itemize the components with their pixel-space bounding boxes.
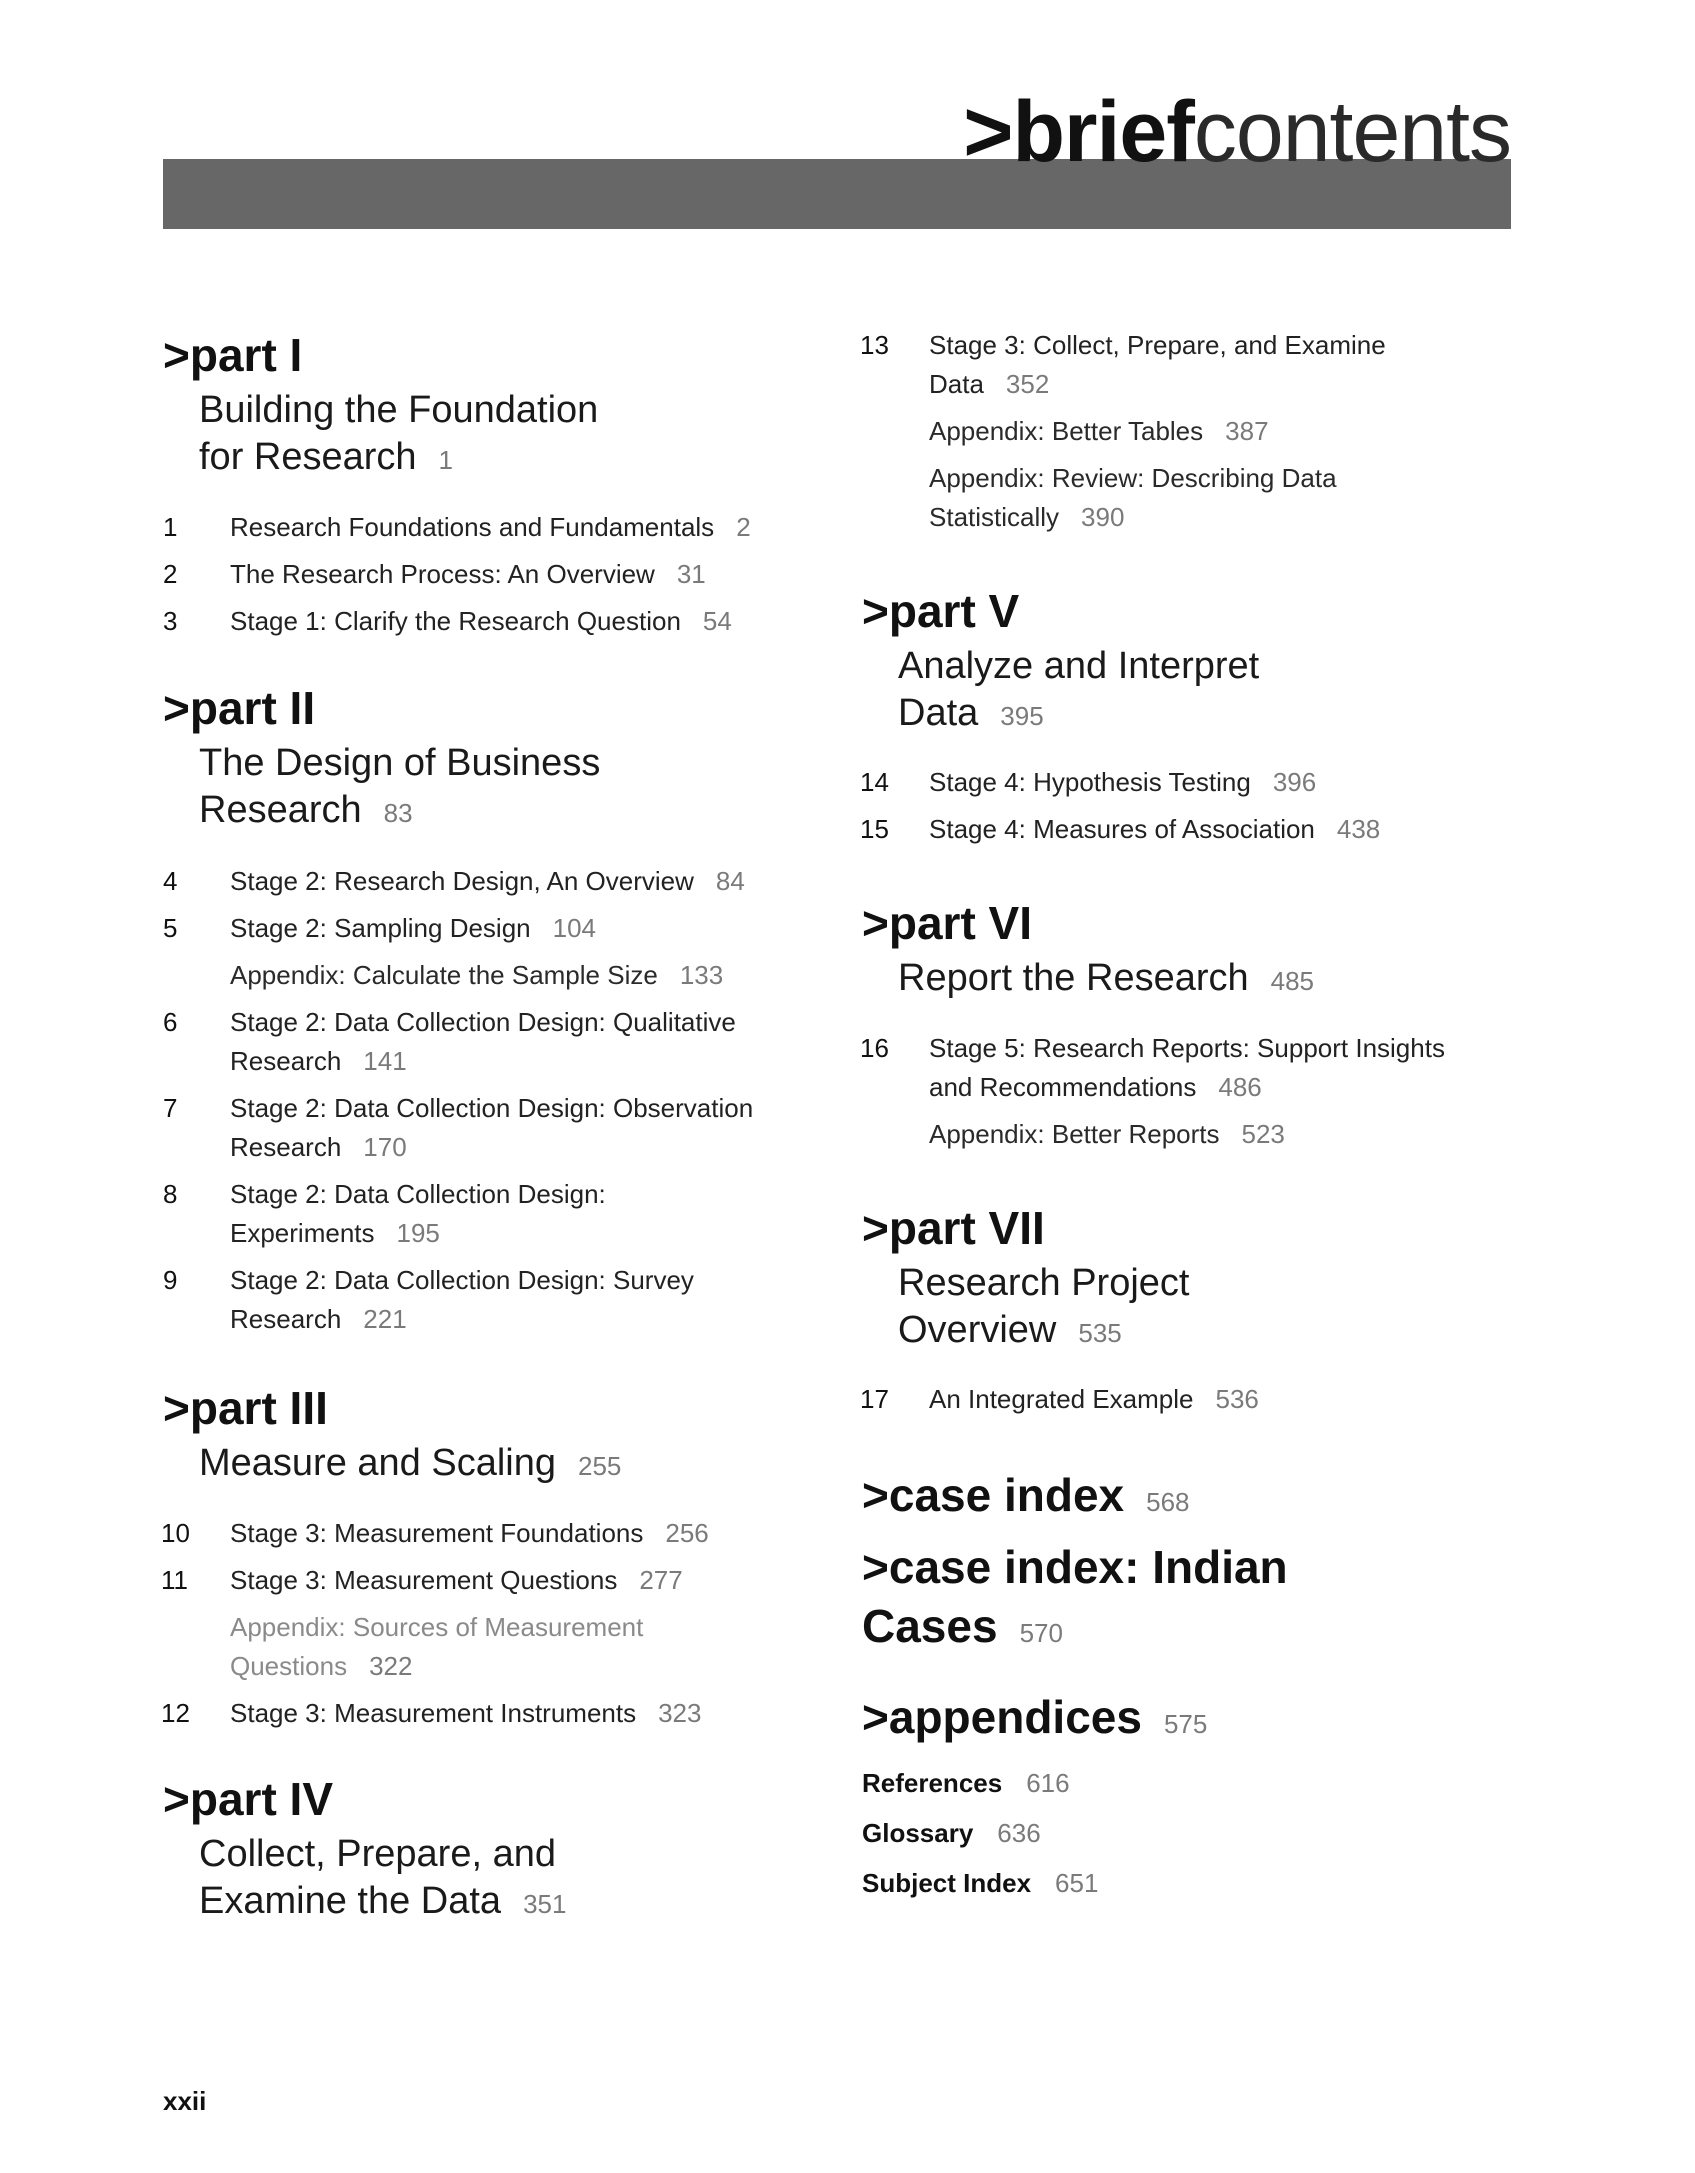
appendix-entry[interactable]	[862, 459, 1502, 537]
page-number: 575	[1163, 1709, 1208, 1739]
chapter-entry[interactable]	[163, 1003, 803, 1081]
chapter-title: Stage 3: Measurement Foundations	[230, 1518, 644, 1548]
case-index-heading[interactable]	[862, 1466, 1190, 1531]
chapter-title: Research	[230, 1046, 342, 1076]
part-heading[interactable]: >part V	[862, 585, 1020, 637]
title-bold: brief	[1012, 84, 1194, 180]
chapter-number: 9	[163, 1265, 178, 1295]
chapter-title: Experiments	[230, 1218, 375, 1248]
page-number: 323	[658, 1698, 702, 1728]
chapter-entry[interactable]	[862, 763, 1502, 802]
chapter-number: 7	[163, 1093, 178, 1123]
back-matter-label: Subject Index	[862, 1868, 1032, 1898]
part-heading[interactable]: >part II	[163, 682, 316, 734]
part-title-line	[199, 1440, 803, 1490]
part-title-line	[898, 690, 1502, 740]
appendix-title: Appendix: Review: Describing Data	[929, 463, 1337, 493]
page-number: 387	[1225, 416, 1269, 446]
chapter-title: Research	[230, 1304, 342, 1334]
section-label: >appendices	[862, 1691, 1142, 1743]
part-title-line	[199, 787, 803, 837]
chapter-number: 8	[163, 1179, 178, 1209]
chapter-title: Stage 2: Research Design, An Overview	[230, 866, 694, 896]
page-number: 523	[1241, 1119, 1285, 1149]
part-title-text: Measure and Scaling	[199, 1442, 556, 1484]
appendix-title: Appendix: Better Reports	[929, 1119, 1220, 1149]
chapter-entry[interactable]	[163, 1514, 803, 1553]
page-number: 616	[1026, 1768, 1070, 1798]
chapter-title: Stage 3: Measurement Questions	[230, 1565, 618, 1595]
page-number: 438	[1336, 814, 1381, 844]
part-title-line: Collect, Prepare, and	[199, 1833, 556, 1875]
part-title-line	[199, 434, 803, 484]
chapter-number: 5	[163, 913, 178, 943]
page-number: 84	[715, 866, 745, 896]
part-title	[199, 1440, 803, 1490]
chapter-number: 2	[163, 559, 178, 589]
chapter-number: 4	[163, 866, 178, 896]
page-number: 141	[363, 1046, 407, 1076]
back-matter-label: Glossary	[862, 1818, 974, 1848]
chapter-title: Stage 5: Research Reports: Support Insights	[929, 1033, 1445, 1063]
page-number: 221	[363, 1304, 407, 1334]
part-title	[898, 955, 1502, 1005]
part-i	[163, 327, 803, 484]
part-heading[interactable]: >part IV	[163, 1773, 334, 1825]
appendices-heading[interactable]	[862, 1688, 1207, 1753]
chapter-title: An Integrated Example	[929, 1384, 1194, 1414]
page-number: 1	[438, 445, 454, 475]
page-number: 352	[1005, 369, 1050, 399]
page-number: 351	[523, 1889, 567, 1919]
page-number: 568	[1146, 1487, 1190, 1517]
back-matter-entry[interactable]	[862, 1865, 1098, 1901]
part-v	[862, 583, 1502, 740]
page-number: 104	[552, 913, 597, 943]
part-title-text: Research	[199, 789, 362, 831]
chapter-title: Stage 2: Data Collection Design: Survey	[230, 1265, 694, 1295]
page-number: 54	[702, 606, 732, 636]
appendix-title: Statistically	[929, 502, 1060, 532]
part-title-text: Data	[898, 692, 979, 734]
page-number: 2	[736, 512, 751, 542]
chapter-number: 14	[860, 767, 889, 797]
part-ii	[163, 680, 803, 837]
part-title	[199, 387, 803, 484]
case-index-indian-heading-cont[interactable]	[862, 1597, 1063, 1662]
page-number: 277	[639, 1565, 683, 1595]
chapter-entry[interactable]	[862, 810, 1502, 849]
part-title-text: for Research	[199, 436, 417, 478]
chapter-title: Stage 4: Measures of Association	[929, 814, 1315, 844]
chapter-number: 12	[161, 1698, 190, 1728]
part-title-line: The Design of Business	[199, 742, 601, 784]
chapter-title: Stage 2: Sampling Design	[230, 913, 531, 943]
page-number: 133	[679, 960, 724, 990]
page-number: 636	[997, 1818, 1041, 1848]
chapter-title: Stage 2: Data Collection Design: Qualitative	[230, 1007, 736, 1037]
part-iv	[163, 1771, 803, 1928]
appendix-title: Appendix: Sources of Measurement	[230, 1612, 644, 1642]
page-number: 256	[665, 1518, 709, 1548]
part-title-line: Research Project	[898, 1262, 1190, 1304]
chapter-title: Stage 4: Hypothesis Testing	[929, 767, 1251, 797]
chapter-title: and Recommendations	[929, 1072, 1197, 1102]
chapter-entry[interactable]	[163, 555, 803, 594]
part-heading[interactable]: >part VII	[862, 1202, 1045, 1254]
chapter-entry[interactable]	[163, 508, 803, 547]
chapter-number: 16	[860, 1033, 889, 1063]
part-title-line: Building the Foundation	[199, 389, 599, 431]
chapter-entry[interactable]	[163, 1089, 803, 1167]
part-iii	[163, 1380, 803, 1490]
part-title	[199, 1831, 803, 1928]
page-number: 486	[1218, 1072, 1262, 1102]
page-title	[963, 82, 1511, 182]
chapter-title: Stage 2: Data Collection Design:	[230, 1179, 606, 1209]
chapter-title: Research	[230, 1132, 342, 1162]
chapter-number: 1	[163, 512, 178, 542]
chapter-entry[interactable]	[163, 1561, 803, 1600]
page-number: 170	[363, 1132, 407, 1162]
part-title-line: Analyze and Interpret	[898, 645, 1260, 687]
page-number: 395	[1000, 701, 1044, 731]
chapter-number: 15	[860, 814, 889, 844]
part-vi	[862, 895, 1502, 1005]
chapter-entry[interactable]	[862, 326, 1502, 404]
chapter-number: 10	[161, 1518, 190, 1548]
appendix-entry[interactable]	[862, 412, 1502, 451]
page-number: 536	[1215, 1384, 1259, 1414]
part-title	[898, 643, 1502, 740]
part-heading[interactable]: >part VI	[862, 897, 1033, 949]
part-title	[199, 740, 803, 837]
appendix-title: Appendix: Better Tables	[929, 416, 1204, 446]
chapter-entry[interactable]	[163, 602, 803, 641]
part-vii	[862, 1200, 1502, 1357]
chapter-entry[interactable]	[163, 1694, 803, 1733]
chapter-number: 13	[860, 330, 889, 360]
chapter-entry[interactable]	[862, 1029, 1502, 1107]
title-marker: >	[963, 84, 1013, 180]
chapter-title: The Research Process: An Overview	[230, 559, 655, 589]
chapter-title: Stage 1: Clarify the Research Question	[230, 606, 681, 636]
chapter-title: Stage 3: Collect, Prepare, and Examine	[929, 330, 1386, 360]
chapter-title: Stage 3: Measurement Instruments	[230, 1698, 637, 1728]
title-light: contents	[1193, 84, 1511, 180]
page-number: 195	[396, 1218, 440, 1248]
appendix-title: Questions	[230, 1651, 348, 1681]
section-label: Cases	[862, 1600, 998, 1652]
chapter-title: Research Foundations and Fundamentals	[230, 512, 715, 542]
chapter-entry[interactable]	[163, 909, 803, 948]
back-matter-entry[interactable]	[862, 1765, 1070, 1801]
chapter-number: 3	[163, 606, 178, 636]
chapter-title: Stage 2: Data Collection Design: Observation	[230, 1093, 754, 1123]
chapter-title: Data	[929, 369, 984, 399]
page-number: 396	[1272, 767, 1317, 797]
chapter-number: 17	[860, 1384, 889, 1414]
appendix-entry[interactable]	[163, 1608, 803, 1686]
page-number: 535	[1078, 1318, 1122, 1348]
chapter-entry[interactable]	[163, 1175, 803, 1253]
part-heading[interactable]: >part III	[163, 1382, 328, 1434]
back-matter-label: References	[862, 1768, 1003, 1798]
back-matter-entry[interactable]	[862, 1815, 1041, 1851]
part-title-text: Report the Research	[898, 957, 1249, 999]
part-title-line	[898, 955, 1502, 1005]
appendix-title: Appendix: Calculate the Sample Size	[230, 960, 658, 990]
chapter-number: 6	[163, 1007, 178, 1037]
part-title-line	[898, 1307, 1502, 1357]
case-index-indian-heading[interactable]	[862, 1538, 1288, 1596]
section-label: >case index: Indian	[862, 1541, 1288, 1593]
section-label: >case index	[862, 1469, 1125, 1521]
chapter-entry[interactable]	[862, 1380, 1502, 1419]
part-title-line	[199, 1878, 803, 1928]
part-title	[898, 1260, 1502, 1357]
page-number: 390	[1081, 502, 1125, 532]
chapter-number: 11	[161, 1565, 188, 1595]
page-number: 31	[676, 559, 706, 589]
part-title-text: Overview	[898, 1309, 1057, 1351]
page-number: 322	[369, 1651, 413, 1681]
page-number: 83	[383, 798, 413, 828]
page-number: 570	[1019, 1618, 1063, 1648]
appendix-entry[interactable]	[862, 1115, 1502, 1154]
appendix-entry[interactable]	[163, 956, 803, 995]
page-number: 651	[1055, 1868, 1099, 1898]
chapter-entry[interactable]	[163, 1261, 803, 1339]
page-number: 485	[1270, 966, 1315, 996]
chapter-entry[interactable]	[163, 862, 803, 901]
page-number: 255	[578, 1451, 622, 1481]
page-folio: xxii	[163, 2086, 207, 2116]
part-title-text: Examine the Data	[199, 1880, 502, 1922]
part-heading[interactable]: >part I	[163, 329, 303, 381]
